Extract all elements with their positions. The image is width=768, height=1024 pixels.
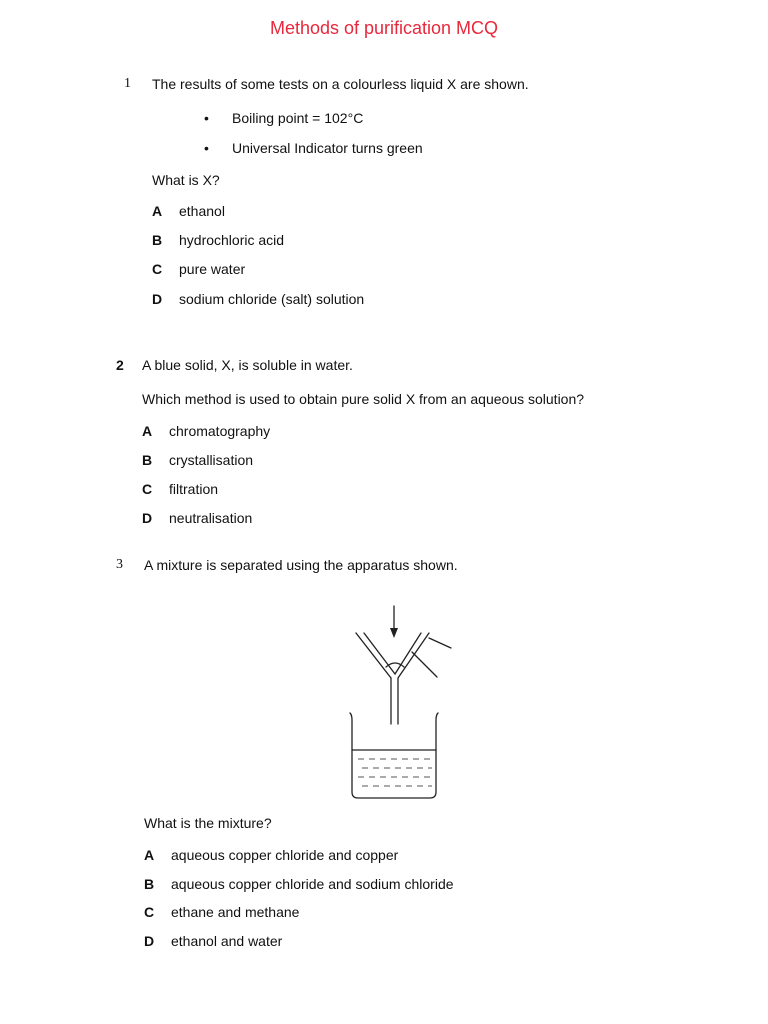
question-2-option-d: neutralisation bbox=[169, 510, 253, 526]
question-3-option-letter: B bbox=[144, 876, 155, 892]
question-3-prompt: What is the mixture? bbox=[144, 815, 272, 831]
filter-paper-left bbox=[364, 633, 395, 674]
question-1-option-letter: B bbox=[152, 232, 163, 248]
question-2-stem: A blue solid, X, is soluble in water. bbox=[142, 357, 353, 373]
question-1-stem: The results of some tests on a colourless liquid X are shown. bbox=[152, 76, 529, 92]
bullet-dot: • bbox=[204, 140, 209, 156]
question-2-option-letter: A bbox=[142, 423, 153, 439]
question-2-number: 2 bbox=[116, 357, 124, 373]
bullet-dot: • bbox=[204, 110, 209, 126]
question-2-option-letter: C bbox=[142, 481, 153, 497]
question-1-prompt: What is X? bbox=[152, 172, 220, 188]
question-1-option-b: hydrochloric acid bbox=[179, 232, 285, 248]
label-line-upper bbox=[429, 638, 451, 648]
funnel-outer-left bbox=[356, 633, 391, 724]
filter-paper-right bbox=[395, 633, 421, 674]
question-1-number: 1 bbox=[124, 76, 131, 91]
question-2-option-letter: D bbox=[142, 510, 153, 526]
question-1-option-letter: D bbox=[152, 291, 163, 307]
question-1-option-a: ethanol bbox=[179, 203, 225, 219]
question-2-option-a: chromatography bbox=[169, 423, 271, 439]
beaker bbox=[350, 713, 438, 798]
question-3-option-d: ethanol and water bbox=[171, 933, 283, 949]
question-3-stem: A mixture is separated using the apparatus shown. bbox=[144, 557, 458, 573]
label-line-lower bbox=[412, 652, 437, 677]
question-1-bullet-2: Universal Indicator turns green bbox=[232, 140, 423, 156]
question-3-option-letter: D bbox=[144, 933, 155, 949]
question-1-option-letter: C bbox=[152, 261, 163, 277]
liquid-dashes bbox=[358, 759, 432, 786]
arrow-head bbox=[390, 628, 398, 638]
question-2-prompt: Which method is used to obtain pure solid X from an aqueous solution? bbox=[142, 391, 585, 407]
question-2-option-c: filtration bbox=[169, 481, 219, 497]
page-title: Methods of purification MCQ bbox=[269, 18, 499, 38]
question-1-option-d: sodium chloride (salt) solution bbox=[179, 291, 365, 307]
funnel-outer-right bbox=[398, 633, 429, 724]
question-2-option-letter: B bbox=[142, 452, 153, 468]
question-1-option-letter: A bbox=[152, 203, 163, 219]
question-3-option-b: aqueous copper chloride and sodium chloride bbox=[171, 876, 454, 892]
question-3-option-a: aqueous copper chloride and copper bbox=[171, 847, 399, 863]
question-2-option-b: crystallisation bbox=[169, 452, 254, 468]
question-3-number: 3 bbox=[116, 557, 123, 572]
question-1-option-c: pure water bbox=[179, 261, 246, 277]
question-3-option-letter: A bbox=[144, 847, 155, 863]
filtration-apparatus-diagram bbox=[340, 600, 460, 805]
question-3-option-c: ethane and methane bbox=[171, 904, 300, 920]
question-1-bullet-1: Boiling point = 102°C bbox=[232, 110, 364, 126]
question-3-option-letter: C bbox=[144, 904, 155, 920]
